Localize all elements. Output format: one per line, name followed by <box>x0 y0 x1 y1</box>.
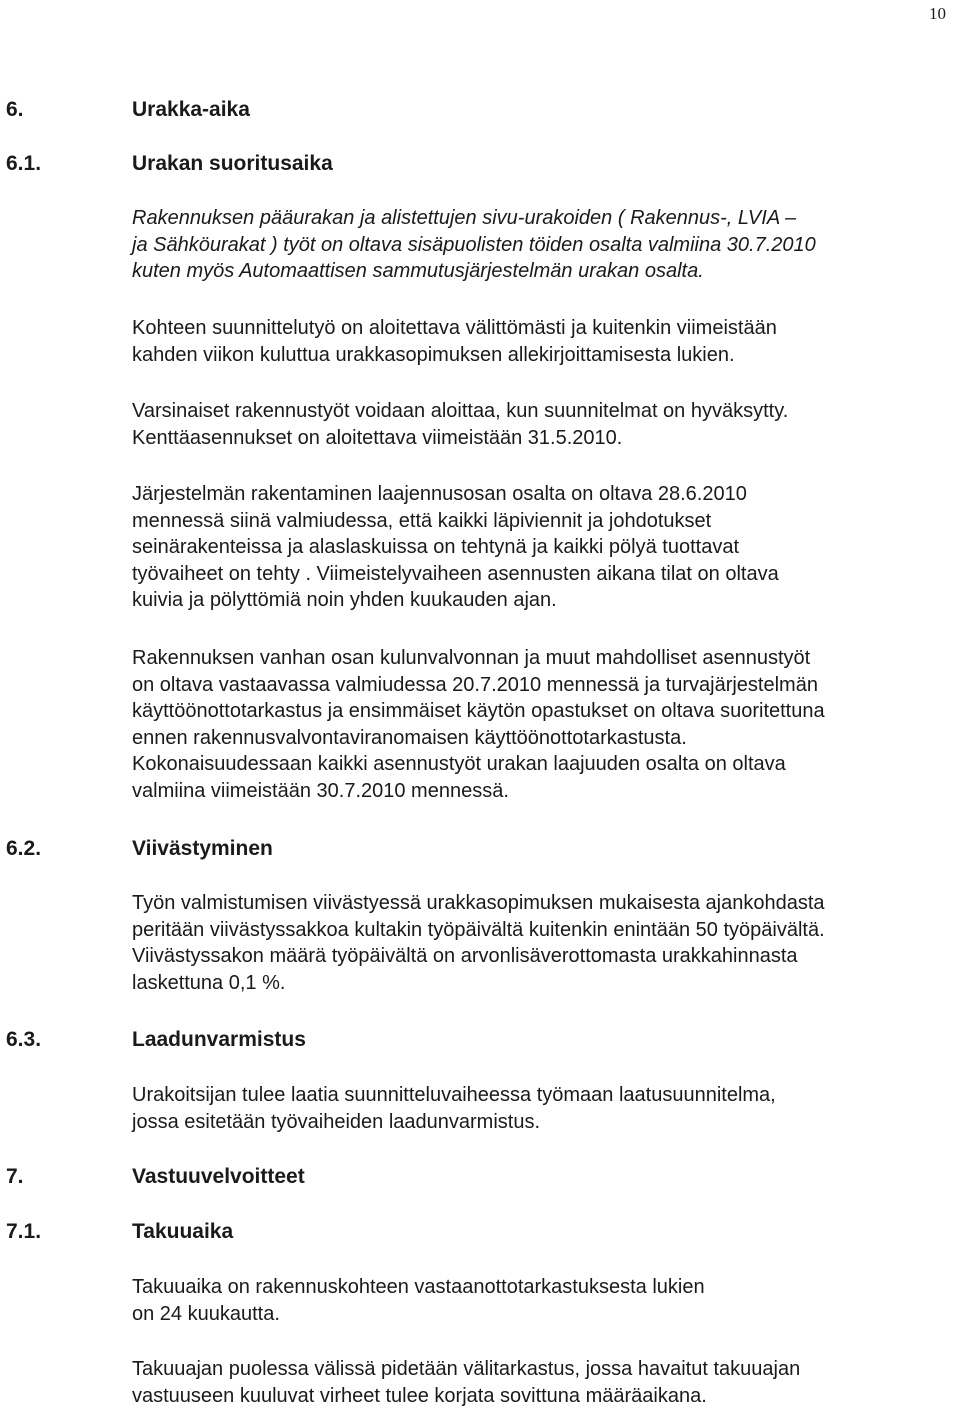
paragraph-construction-start <box>132 398 788 451</box>
paragraph-warranty-period <box>132 1274 705 1327</box>
paragraph-design-start <box>132 315 777 368</box>
heading-title: Takuuaika <box>132 1220 234 1243</box>
paragraph-access-control <box>132 645 825 804</box>
heading-6-2 <box>6 836 273 862</box>
paragraph-delay-penalty <box>132 890 825 996</box>
paragraph-completion-deadline <box>132 205 816 285</box>
heading-number: 6. <box>6 98 24 121</box>
text-line: Rakennuksen pääurakan ja alistettujen sivu-urakoiden ( Rakennus-, LVIA – <box>132 207 797 229</box>
heading-title: Vastuuvelvoitteet <box>132 1165 305 1188</box>
heading-title: Urakka-aika <box>132 98 250 121</box>
text-line: jossa esitetään työvaiheiden laadunvarmistus. <box>132 1110 541 1133</box>
text-line: peritään viivästyssakkoa kultakin työpäivältä kuitenkin enintään 50 työpäivältä. <box>132 918 825 941</box>
heading-number: 6.3. <box>6 1028 42 1051</box>
text-line: Takuuaika on rakennuskohteen vastaanottotarkastuksesta lukien <box>132 1276 705 1298</box>
heading-number: 7. <box>6 1165 24 1188</box>
text-line: kahden viikon kuluttua urakkasopimuksen allekirjoittamisesta lukien. <box>132 343 735 366</box>
text-line: Varsinaiset rakennustyöt voidaan aloittaa, kun suunnitelmat on hyväksytty. <box>132 400 789 422</box>
text-line: seinärakenteissa ja alaslaskuissa on tehtynä ja kaikki pölyä tuottavat <box>132 536 740 558</box>
paragraph-system-construction <box>132 481 779 614</box>
text-line: valmiina viimeistään 30.7.2010 mennessä. <box>132 779 509 802</box>
text-line: työvaiheet on tehty . Viimeistelyvaiheen asennusten aikana tilat on oltava <box>132 562 779 585</box>
text-line: Kenttäasennukset on aloitettava viimeistään 31.5.2010. <box>132 426 623 449</box>
text-line: on 24 kuukautta. <box>132 1302 280 1325</box>
text-line: vastuuseen kuuluvat virheet tulee korjata sovittuna määräaikana. <box>132 1384 707 1407</box>
paragraph-quality-plan <box>132 1082 776 1135</box>
text-line: ja Sähköurakat ) työt on oltava sisäpuolisten töiden osalta valmiina 30.7.2010 <box>132 233 816 256</box>
text-line: Rakennuksen vanhan osan kulunvalvonnan ja muut mahdolliset asennustyöt <box>132 647 811 669</box>
text-line: Urakoitsijan tulee laatia suunnitteluvaiheessa työmaan laatusuunnitelma, <box>132 1084 776 1106</box>
heading-title: Laadunvarmistus <box>132 1028 306 1051</box>
heading-title: Viivästyminen <box>132 837 273 860</box>
heading-number: 6.1. <box>6 152 42 175</box>
heading-6-3 <box>6 1027 306 1053</box>
text-line: mennessä siinä valmiudessa, että kaikki läpiviennit ja johdotukset <box>132 509 712 532</box>
text-line: Takuuajan puolessa välissä pidetään välitarkastus, jossa havaitut takuuajan <box>132 1358 801 1380</box>
heading-7-1 <box>6 1219 233 1245</box>
text-line: on oltava vastaavassa valmiudessa 20.7.2010 mennessä ja turvajärjestelmän <box>132 673 818 696</box>
heading-number: 7.1. <box>6 1220 42 1243</box>
text-line: kuten myös Automaattisen sammutusjärjestelmän urakan osalta. <box>132 260 704 282</box>
text-line: ennen rakennusvalvontaviranomaisen käyttöönottotarkastusta. <box>132 726 687 749</box>
heading-number: 6.2. <box>6 837 42 860</box>
text-line: Kohteen suunnittelutyö on aloitettava välittömästi ja kuitenkin viimeistään <box>132 317 777 339</box>
text-line: Työn valmistumisen viivästyessä urakkasopimuksen mukaisesta ajankohdasta <box>132 892 825 914</box>
text-line: Viivästyssakon määrä työpäivältä on arvonlisäverottomasta urakkahinnasta <box>132 945 798 967</box>
page-number: 10 <box>929 4 946 23</box>
text-line: Kokonaisuudessaan kaikki asennustyöt urakan laajuuden osalta on oltava <box>132 753 786 775</box>
paragraph-interim-inspection <box>132 1356 800 1409</box>
text-line: kuivia ja pölyttömiä noin yhden kuukauden ajan. <box>132 589 557 611</box>
heading-6 <box>6 97 250 123</box>
heading-6-1 <box>6 151 333 177</box>
text-line: käyttöönottotarkastus ja ensimmäiset käytön opastukset on oltava suoritettuna <box>132 700 825 722</box>
text-line: Järjestelmän rakentaminen laajennusosan osalta on oltava 28.6.2010 <box>132 483 747 505</box>
heading-title: Urakan suoritusaika <box>132 152 333 175</box>
text-line: laskettuna 0,1 %. <box>132 971 286 994</box>
heading-7 <box>6 1164 305 1190</box>
